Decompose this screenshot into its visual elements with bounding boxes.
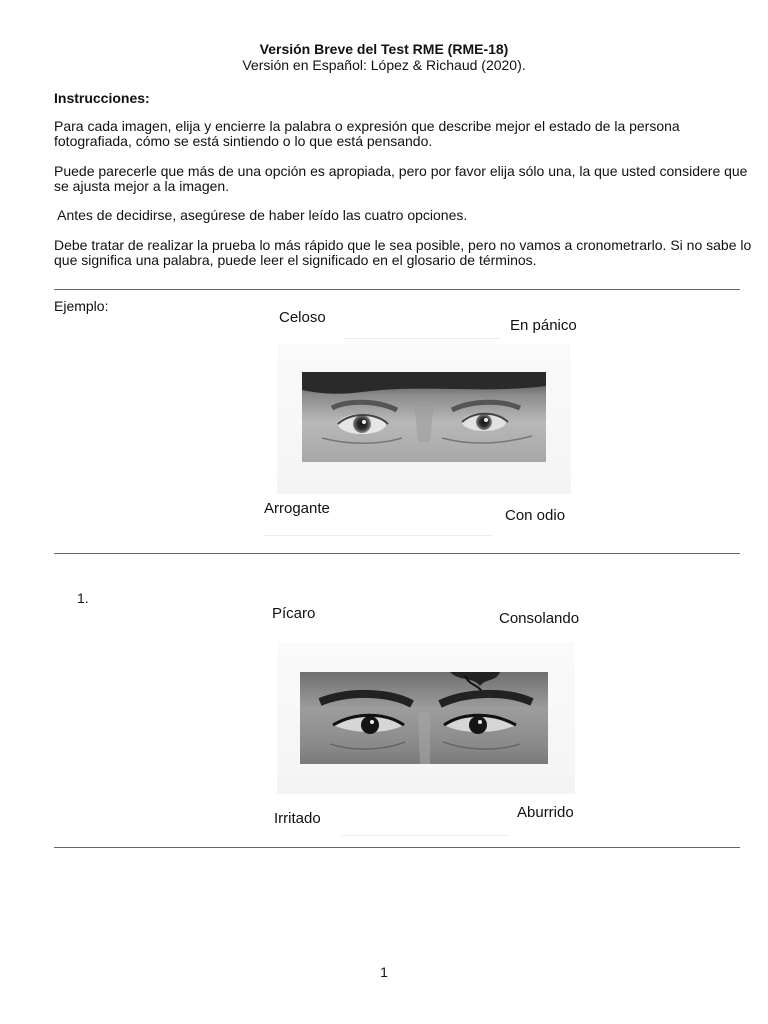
example-photo-frame xyxy=(277,344,571,494)
example-eyes-photo xyxy=(302,372,546,462)
example-option-celoso[interactable]: Celoso xyxy=(279,309,326,326)
example-option-con-odio[interactable]: Con odio xyxy=(505,507,566,524)
divider-bottom xyxy=(54,847,740,848)
item-1-eyes-photo xyxy=(300,672,548,764)
divider-middle xyxy=(54,553,740,554)
document-subtitle: Versión en Español: López & Richaud (2020). xyxy=(242,57,526,73)
document-title: Versión Breve del Test RME (RME-18) xyxy=(259,41,509,57)
item-1-option-consolando[interactable]: Consolando xyxy=(499,610,580,627)
instructions-paragraph-1: Para cada imagen, elija y encierre la palabra o expresión que describe mejor el estado de la persona fotografiada, cómo se está sintiendo o lo que está pensando. xyxy=(54,118,680,149)
example-option-en-panico[interactable]: En pánico xyxy=(510,317,577,334)
divider-top xyxy=(54,289,740,290)
item-1-option-aburrido[interactable]: Aburrido xyxy=(517,804,574,821)
instructions-paragraph-4: Debe tratar de realizar la prueba lo más rápido que le sea posible, pero no vamos a cronometrarlo. Si no sabe lo que significa una palabra, puede leer el significado en el glosario de términos. xyxy=(54,237,752,268)
example-label: Ejemplo: xyxy=(54,298,109,314)
example-faint-line-bottom xyxy=(263,535,493,536)
instructions-paragraph-2: Puede parecerle que más de una opción es apropiada, pero por favor elija sólo una, la que usted considere que se ajusta mejor a la imagen. xyxy=(54,163,748,194)
item-1-number: 1. xyxy=(77,590,89,606)
instructions-heading: Instrucciones: xyxy=(54,90,150,106)
item-1-option-irritado[interactable]: Irritado xyxy=(274,810,321,827)
item-1-faint-line xyxy=(342,835,508,836)
example-faint-line-top xyxy=(345,338,500,339)
instructions-paragraph-3: Antes de decidirse, asegúrese de haber leído las cuatro opciones. xyxy=(54,207,468,223)
example-option-arrogante[interactable]: Arrogante xyxy=(264,500,330,517)
item-1-photo-frame xyxy=(277,642,575,794)
item-1-option-picaro[interactable]: Pícaro xyxy=(272,605,316,622)
page-number: 1 xyxy=(380,964,388,980)
